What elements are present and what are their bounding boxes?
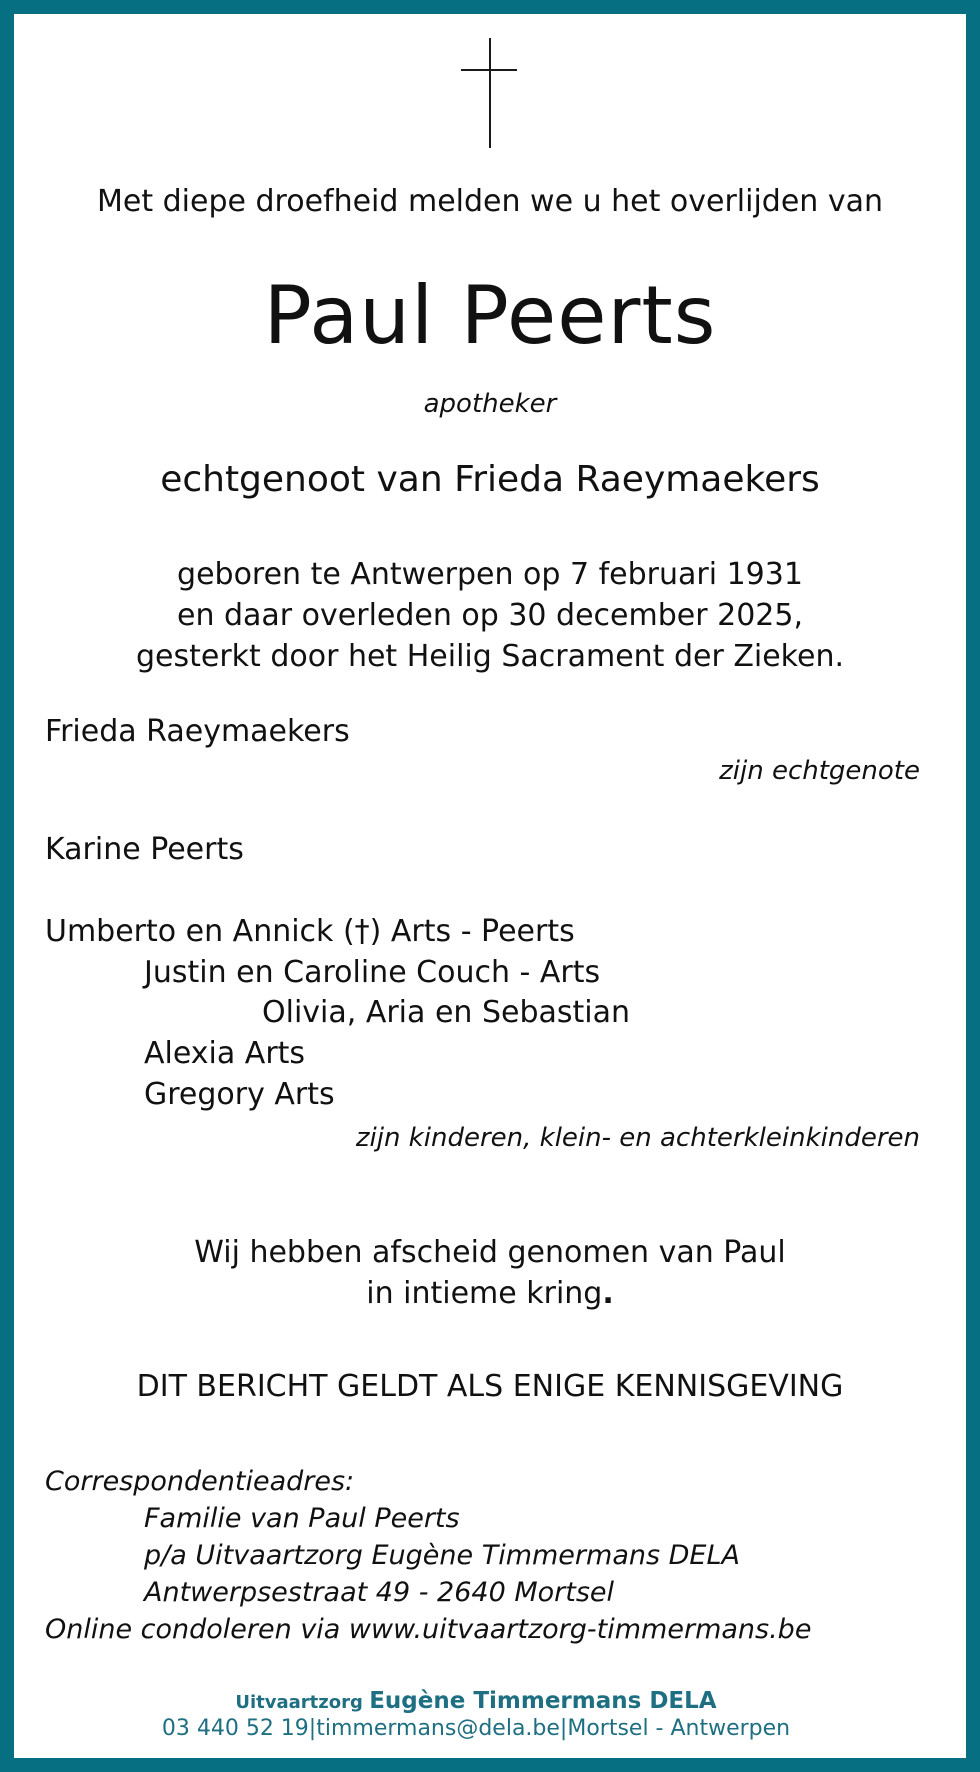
spouse-line: echtgenoot van Frieda Raeymaekers	[160, 459, 820, 500]
undertaker-contact	[144, 1716, 808, 1741]
child-name: Umberto en Annick (†) Arts - Peerts	[45, 914, 575, 949]
correspondence-line: Antwerpsestraat 49 - 2640 Mortsel	[144, 1577, 615, 1608]
intro-text: Met diepe droefheid melden we u het overlijden van	[96, 184, 883, 219]
bio-line: gesterkt door het Heilig Sacrament der Zieken.	[135, 639, 844, 674]
great-grandchildren-names: Olivia, Aria en Sebastian	[262, 995, 630, 1030]
location: Mortsel - Antwerpen	[567, 1716, 791, 1741]
cross-horizontal-bar	[461, 69, 517, 71]
bio-line: geboren te Antwerpen op 7 februari 1931	[177, 557, 803, 592]
official-notice: DIT BERICHT GELDT ALS ENIGE KENNISGEVING	[136, 1369, 844, 1404]
cross-vertical-bar	[489, 38, 491, 148]
phone-number[interactable]: 03 440 52 19	[161, 1716, 309, 1741]
grandchild-name: Gregory Arts	[144, 1077, 335, 1112]
death-notice-card	[14, 14, 966, 1758]
correspondence-heading: Correspondentieadres:	[45, 1466, 355, 1497]
grandchild-name: Alexia Arts	[144, 1036, 306, 1071]
profession: apotheker	[423, 389, 557, 419]
undertaker-footer	[144, 1680, 808, 1744]
farewell-block	[14, 1232, 966, 1314]
children-role: zijn kinderen, klein- en achterkleinkinderen	[355, 1123, 920, 1153]
child-name: Karine Peerts	[45, 832, 244, 867]
bio-block	[14, 554, 966, 677]
correspondence-line: Familie van Paul Peerts	[144, 1503, 460, 1534]
spouse-role: zijn echtgenote	[719, 756, 920, 786]
spouse-name: Frieda Raeymaekers	[45, 714, 350, 749]
email-link[interactable]: timmermans@dela.be	[316, 1716, 560, 1741]
deceased-name: Paul Peerts	[263, 269, 717, 362]
undertaker-name: Uitvaartzorg Eugène Timmermans DELA	[235, 1688, 717, 1714]
separator: |	[308, 1716, 317, 1741]
separator: |	[559, 1716, 568, 1741]
bio-line: en daar overleden op 30 december 2025,	[176, 598, 803, 633]
correspondence-line: p/a Uitvaartzorg Eugène Timmermans DELA	[144, 1540, 740, 1571]
farewell-line: in intieme kring.	[366, 1276, 614, 1311]
grandchild-name: Justin en Caroline Couch - Arts	[144, 955, 601, 990]
farewell-line: Wij hebben afscheid genomen van Paul	[194, 1235, 786, 1270]
online-condolence: Online condoleren via www.uitvaartzorg-timmermans.be	[45, 1614, 812, 1645]
